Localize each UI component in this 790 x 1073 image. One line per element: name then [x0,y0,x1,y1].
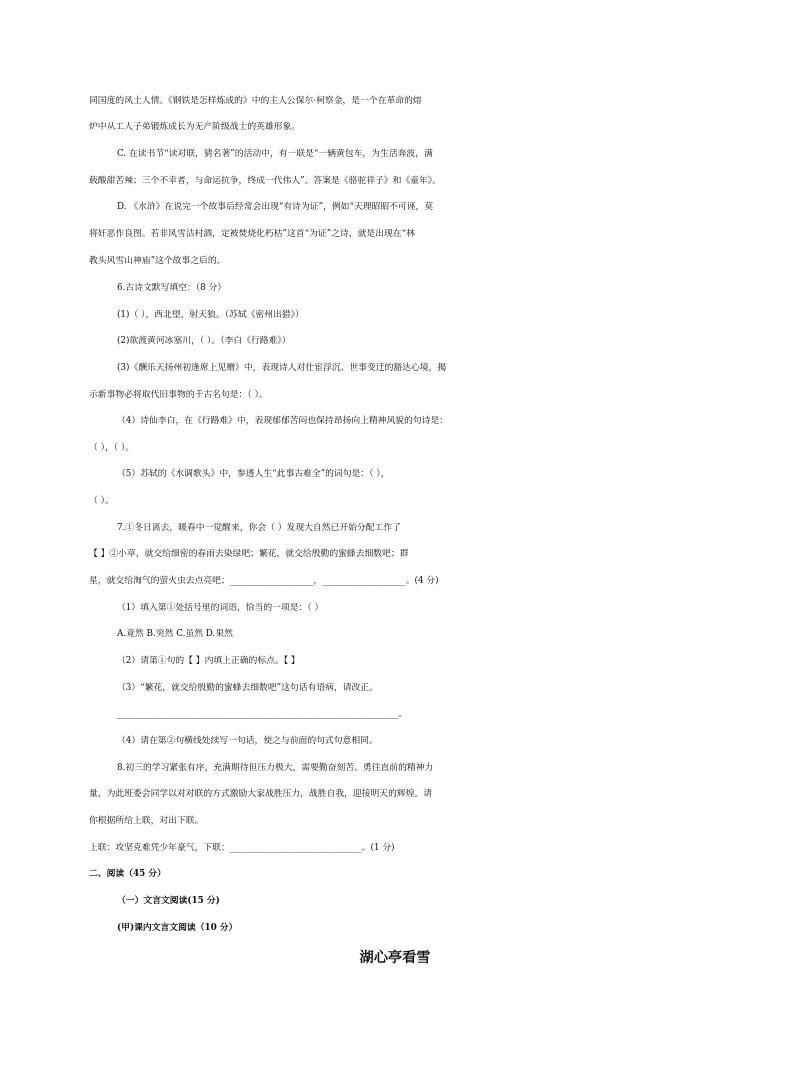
classical-reading-heading: （一）文言文阅读(15 分) [117,896,220,906]
q7-options: A.竟然 B.突然 C.虽然 D.果然 [117,629,233,639]
text-line: 教头风雪山神庙”这个故事之后的。 [89,256,226,266]
question-6-heading: 6.古诗文默写填空：（8 分） [117,283,227,293]
question-7-heading: 7.①冬日离去，暖春中一觉醒来，你会（ ）发现大自然已开始分配工作了 [117,523,401,533]
couplet-line: 上联：攻坚克难凭少年豪气，下联：______________________________。(1 分) [89,843,395,853]
q7-sub-2: （2）请第①句的【 】内填上正确的标点。【 】 [117,656,300,666]
text-line: 炉中从工人子弟锻炼成长为无产阶级战士的英雄形象。 [89,122,301,132]
q6-item-2: (2)欲渡黄河冰塞川，（ ）。（李白《行路难》） [117,336,291,346]
text-line: 将奸恶作良图。若非风雪沽村酒，定被焚烧化朽枯”这首“为证”之诗，就是出现在“林 [89,229,415,239]
option-c-line: C. 在读书节“读对联，猜名著”的活动中，有一联是“一辆黄包车，为生活奔波，满 [117,149,433,159]
text-line: 示新事物必将取代旧事物的千古名句是：（ ）。 [89,390,268,400]
q7-sub-1: （1）填入第①处括号里的词语，恰当的一项是：（ ） [117,603,324,613]
passage-title: 湖心亭看雪 [359,950,431,966]
text-line: 载酸甜苦辣；三个不幸者，与命运抗争，终成一代伟人”。答案是《骆驼祥子》和《童年》。 [89,176,441,186]
text-line: （ ），（ ）。 [89,443,135,453]
section-reading-heading: 二、阅读（45 分） [89,869,166,879]
q6-item-1: (1)（ ），西北望，射天狼。（苏轼《密州出猎》） [117,310,304,320]
text-line: 你根据所给上联，对出下联。 [89,816,204,826]
answer-blank-line: ________________________________________________________________。 [117,709,408,719]
q6-item-3: (3)《酬乐天扬州初逢席上见赠》中，表现诗人对仕宦浮沉、世事变迁的豁达心境，揭 [117,363,447,373]
q7-sub-4: （4）请在第②句横线处续写一句话，使之与前面的句式句意相同。 [117,736,378,746]
q7-sub-3: （3）“繁花，就交给殷勤的蜜蜂去细数吧”这句话有语病，请改正。 [117,683,378,693]
text-line: 【 】②小草，就交给细密的春雨去染绿吧；繁花，就交给殷勤的蜜蜂去细数吧；群 [89,549,409,559]
text-line: （ ）。 [89,496,114,506]
q6-item-5: （5）苏轼的《水调歌头》中，参透人生“此事古难全”的词句是：（ ）， [117,469,390,479]
text-line: 同国度的风土人情。《钢铁是怎样炼成的》中的主人公保尔·柯察金，是一个在革命的熔 [89,96,422,106]
in-class-reading-heading: (甲)课内文言文阅读（10 分） [117,923,238,933]
option-d-line: D. 《水浒》在说完一个故事后经常会出现“有诗为证”，例如“天理昭昭不可诬，莫 [117,202,434,212]
q6-item-4: （4）诗仙李白，在《行路难》中，表现郁郁苦闷也保持昂扬向上精神风貌的句诗是： [117,416,449,426]
text-line: 星，就交给淘气的萤火虫去点亮吧；___________________，___________________。(4 分) [89,576,439,586]
text-line: 量，为此班委会同学以对对联的方式激励大家战胜压力，战胜自我，迎接明天的辉煌。请 [89,789,433,799]
question-8-heading: 8.初三的学习紧张有序，充满期待但压力极大，需要勤奋刻苦、勇往直前的精神力 [117,763,434,773]
